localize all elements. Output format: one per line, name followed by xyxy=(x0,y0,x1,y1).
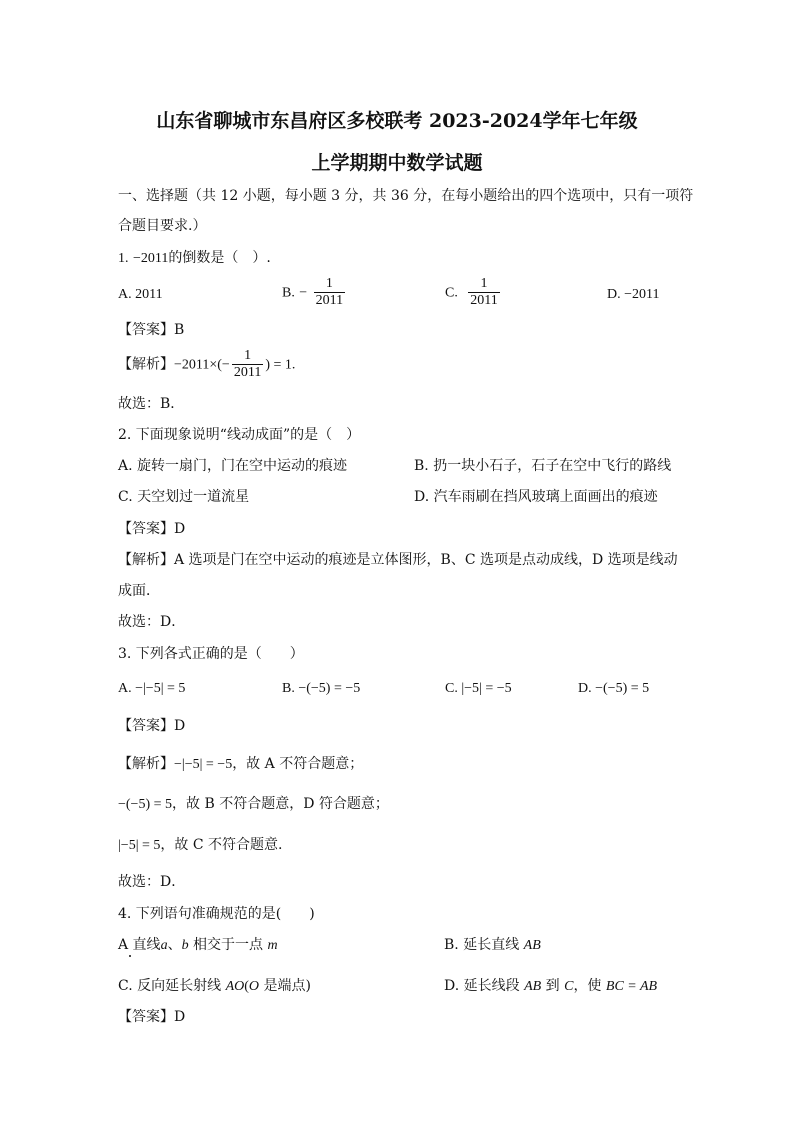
stray-dot xyxy=(129,955,131,957)
q1-stem xyxy=(118,249,271,268)
q1-option-c xyxy=(445,276,502,309)
fraction-numerator: 1 xyxy=(314,276,345,293)
q1-choose: 故选：B． xyxy=(118,396,185,412)
q1-answer: 【答案】B xyxy=(118,322,185,338)
q1-stem-text: 的倒数是（ ）. xyxy=(168,250,271,266)
analysis-label: 【解析】 xyxy=(118,356,174,373)
q3-analysis-3 xyxy=(118,836,282,855)
q2-option-b: B. 扔一块小石子，石子在空中飞行的路线 xyxy=(414,458,672,474)
fraction-denominator: 2011 xyxy=(233,365,262,380)
q3-stem: 3. 下列各式正确的是（ ） xyxy=(118,646,304,662)
q3-analysis-2-math: −(−5) = 5 xyxy=(118,797,173,812)
q1-option-b xyxy=(282,276,347,309)
q4-option-b-label: B. 延长直线 xyxy=(444,937,524,953)
q4-option-d-label: D. 延长线段 xyxy=(444,978,525,994)
q2-answer: 【答案】D xyxy=(118,521,186,537)
q1-option-b-fraction xyxy=(314,276,345,309)
fraction-denominator: 2011 xyxy=(315,293,344,308)
q1-option-a: A. 2011 xyxy=(118,287,163,302)
q4-option-a-text: 相交于一点 xyxy=(188,937,268,953)
var-m: m xyxy=(267,938,278,953)
q3-option-d: D. −(−5) = 5 xyxy=(578,681,650,696)
q4-option-c-label: C. 反向延长射线 xyxy=(118,978,226,994)
page-title-line2: 上学期期中数学试题 xyxy=(311,152,483,174)
q1-option-b-label: B. xyxy=(282,285,295,301)
q3-analysis-1-math: −|−5| = −5 xyxy=(174,757,233,772)
q2-choose: 故选：D． xyxy=(118,614,186,630)
q3-analysis-2 xyxy=(118,795,389,814)
q3-analysis-3-text: ，故 C 不符合题意. xyxy=(160,837,283,853)
var-a: a xyxy=(160,938,168,953)
q1-option-c-label: C. xyxy=(445,285,458,301)
q4-option-d xyxy=(444,977,657,996)
paren: ( xyxy=(244,979,249,994)
var-O: O xyxy=(248,979,260,994)
q3-choose: 故选：D． xyxy=(118,874,186,890)
q2-analysis-cont: 成面． xyxy=(118,583,160,599)
q4-option-b xyxy=(444,936,541,955)
q1-number: 1. xyxy=(118,251,129,266)
q4-answer: 【答案】D xyxy=(118,1009,186,1025)
q4-option-c xyxy=(118,977,311,996)
fraction-denominator: 2011 xyxy=(470,293,498,308)
q2-option-d: D. 汽车雨刷在挡风玻璃上面画出的痕迹 xyxy=(414,489,658,505)
q3-analysis-2-text: ，故 B 不符合题意，D 符合题意； xyxy=(172,796,389,812)
var-C: C xyxy=(564,979,574,994)
page-title-line1: 山东省聊城市东昌府区多校联考 2023-2024学年七年级 xyxy=(156,110,638,132)
equation-BC-AB: BC = AB xyxy=(605,979,658,994)
var-AB: AB xyxy=(524,979,542,994)
q2-option-a: A. 旋转一扇门，门在空中运动的痕迹 xyxy=(118,458,348,474)
q4-option-a-label: A 直线 xyxy=(118,937,161,953)
q1-analysis xyxy=(118,348,295,381)
q2-stem: 2. 下面现象说明“线动成面”的是（ ） xyxy=(118,427,361,443)
q1-analysis-math-pre: −2011×(− xyxy=(174,357,230,373)
q4-option-d-text-2: ，使 xyxy=(573,978,606,994)
q3-analysis-1 xyxy=(118,755,363,774)
q1-option-c-fraction xyxy=(468,276,499,309)
fraction-numerator: 1 xyxy=(232,348,263,365)
q1-option-d: D. −2011 xyxy=(607,287,660,302)
section-heading: 一、选择题（共 12 小题，每小题 3 分，共 36 分，在每小题给出的四个选项中，只有一项符 xyxy=(118,188,694,204)
q4-option-d-text-1: 到 xyxy=(541,978,565,994)
q3-analysis-3-math: |−5| = 5 xyxy=(118,838,161,853)
q1-analysis-fraction xyxy=(232,348,263,381)
var-AB: AB xyxy=(523,938,541,953)
var-AO: AO xyxy=(225,979,245,994)
analysis-label: 【解析】 xyxy=(118,756,174,772)
q3-option-b: B. −(−5) = −5 xyxy=(282,681,361,696)
q3-answer: 【答案】D xyxy=(118,718,186,734)
q1-option-b-sign: − xyxy=(299,285,308,301)
q4-option-a xyxy=(118,936,278,955)
q2-option-c: C. 天空划过一道流星 xyxy=(118,489,250,505)
q3-analysis-1-text: ，故 A 不符合题意； xyxy=(232,756,364,772)
fraction-numerator: 1 xyxy=(468,276,499,293)
q2-analysis: 【解析】A 选项是门在空中运动的痕迹是立体图形，B、C 选项是点动成线，D 选项是线动 xyxy=(118,552,678,568)
q4-stem: 4. 下列语句准确规范的是( ) xyxy=(118,906,315,922)
q1-stem-math: −2011 xyxy=(132,251,169,266)
section-heading-cont: 合题目要求.） xyxy=(118,218,207,234)
q3-option-c: C. |−5| = −5 xyxy=(445,681,512,696)
separator: 、 xyxy=(167,937,182,953)
q4-option-c-text: 是端点) xyxy=(259,978,311,994)
q3-option-a: A. −|−5| = 5 xyxy=(118,681,186,696)
q1-analysis-math-post: ) = 1. xyxy=(265,357,296,373)
var-b: b xyxy=(181,938,189,953)
